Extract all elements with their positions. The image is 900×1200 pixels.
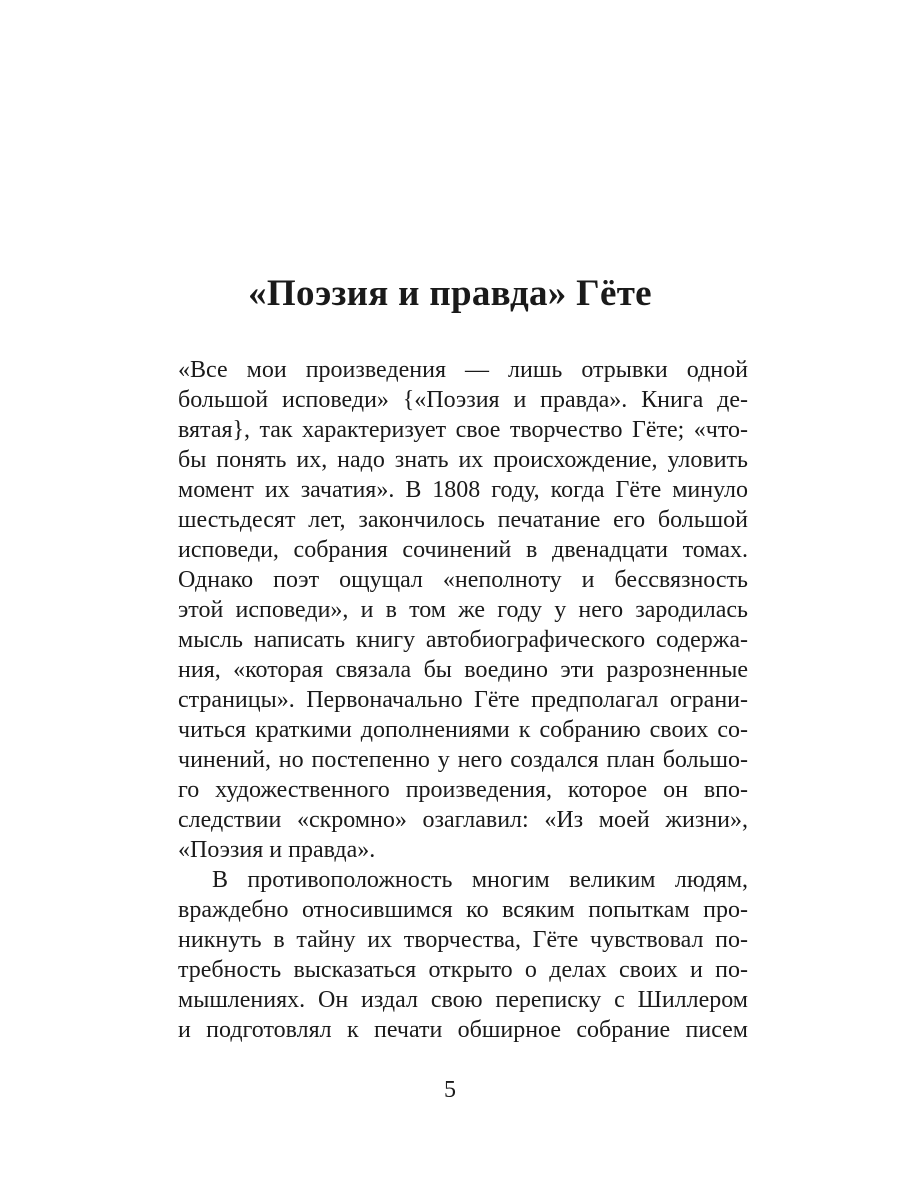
paragraph-1	[178, 355, 748, 865]
text-line: мысль написать книгу автобиографического содержа-	[178, 627, 748, 653]
text-line: «Все мои произведения — лишь отрывки одной	[178, 357, 748, 383]
text-line: враждебно относившимся ко всяким попыткам про-	[178, 897, 748, 923]
chapter-title: «Поэзия и правда» Гёте	[248, 273, 652, 314]
text-line: и подготовлял к печати обширное собрание писем	[178, 1017, 748, 1043]
text-line: ния, «которая связала бы воедино эти разрозненные	[178, 657, 748, 683]
paragraph-2	[178, 865, 748, 1045]
text-line: страницы». Первоначально Гёте предполагал ограни-	[178, 687, 748, 713]
text-line: исповеди, собрания сочинений в двенадцати томах.	[178, 537, 748, 563]
text-line: читься краткими дополнениями к собранию своих со-	[178, 717, 748, 743]
text-line: большой исповеди» {«Поэзия и правда». Книга де-	[178, 387, 748, 413]
text-line: вятая}, так характеризует свое творчество Гёте; «что-	[178, 417, 748, 443]
page-number: 5	[444, 1077, 456, 1103]
text-line: этой исповеди», и в том же году у него зародилась	[178, 597, 748, 623]
text-line: «Поэзия и правда».	[178, 837, 376, 863]
text-line: чинений, но постепенно у него создался план большо-	[178, 747, 748, 773]
text-line: следствии «скромно» озаглавил: «Из моей жизни»,	[178, 807, 748, 833]
text-line: момент их зачатия». В 1808 году, когда Гёте минуло	[178, 477, 748, 503]
body-text	[178, 355, 748, 1045]
text-line: бы понять их, надо знать их происхождение, уловить	[178, 447, 748, 473]
text-line: Однако поэт ощущал «неполноту и бессвязность	[178, 567, 748, 593]
text-line: требность высказаться открыто о делах своих и по-	[178, 957, 748, 983]
text-line: шестьдесят лет, закончилось печатание его большой	[178, 507, 748, 533]
text-line: го художественного произведения, которое он впо-	[178, 777, 748, 803]
text-line: В противоположность многим великим людям,	[212, 867, 748, 893]
text-line: никнуть в тайну их творчества, Гёте чувствовал по-	[178, 927, 748, 953]
text-line: мышлениях. Он издал свою переписку с Шиллером	[178, 987, 748, 1013]
